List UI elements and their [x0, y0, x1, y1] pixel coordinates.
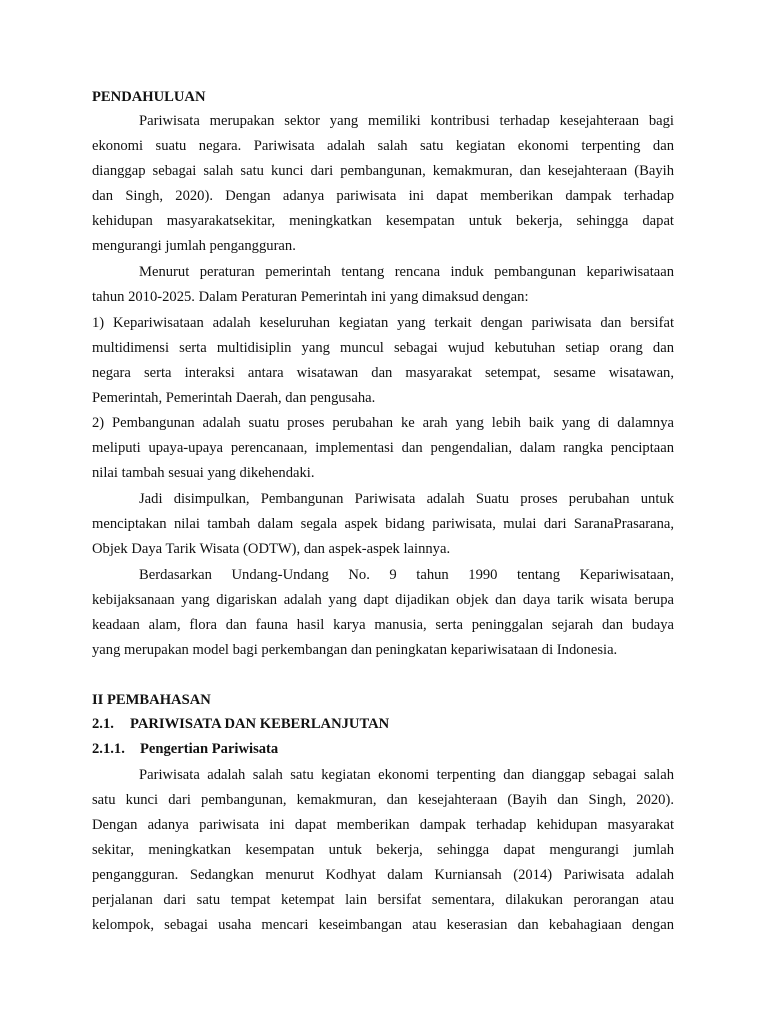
text-line: Dengan adanya pariwisata ini dapat memberikan dampak terhadap kehidupan masyarakat	[92, 817, 674, 833]
text-line: dan Singh, 2020). Dengan adanya pariwisata ini dapat memberikan dampak terhadap	[92, 188, 674, 204]
text-line: nilai tambah sesuai yang dikehendaki.	[92, 465, 315, 481]
heading-2-1-1	[92, 738, 674, 760]
text-line: Pariwisata merupakan sektor yang memiliki kontribusi terhadap kesejahteraan bagi	[139, 113, 674, 129]
text-line: menciptakan nilai tambah dalam segala aspek bidang pariwisata, mulai dari SaranaPrasarana,	[92, 516, 674, 532]
heading-pendahuluan: PENDAHULUAN	[92, 89, 206, 105]
text-line: kelompok, sebagai usaha mencari keseimbangan atau keserasian dan kebahagiaan dengan	[92, 917, 674, 933]
text-line: ekonomi suatu negara. Pariwisata adalah salah satu kegiatan ekonomi terpenting dan	[92, 138, 674, 154]
text-line: pengangguran. Sedangkan menurut Kodhyat dalam Kurniansah (2014) Pariwisata adalah	[92, 867, 674, 883]
text-line: multidimensi serta multidisiplin yang muncul sebagai wujud kebutuhan setiap orang dan	[92, 340, 674, 356]
section-number: 2.1.	[92, 716, 114, 732]
text-line: kehidupan masyarakatsekitar, meningkatkan kesempatan untuk bekerja, sehingga dapat	[92, 213, 674, 229]
heading-2-1	[92, 713, 674, 735]
text-line: Pariwisata adalah salah satu kegiatan ekonomi terpenting dan dianggap sebagai salah	[139, 767, 674, 783]
text-line: meliputi upaya-upaya perencanaan, implementasi dan pengendalian, dalam rangka penciptaan	[92, 440, 674, 456]
text-line: mengurangi jumlah pengangguran.	[92, 238, 296, 254]
section-title: PARIWISATA DAN KEBERLANJUTAN	[130, 716, 390, 732]
text-line: Berdasarkan Undang-Undang No. 9 tahun 1990 tentang Kepariwisataan,	[139, 567, 674, 583]
text-line: Objek Daya Tarik Wisata (ODTW), dan aspek-aspek lainnya.	[92, 541, 451, 557]
section-title: Pengertian Pariwisata	[140, 741, 279, 757]
text-line: sekitar, meningkatkan kesempatan untuk bekerja, sehingga dapat mengurangi jumlah	[92, 842, 674, 858]
text-line: satu kunci dari pembangunan, kemakmuran, dan kesejahteraan (Bayih dan Singh, 2020).	[92, 792, 674, 808]
text-line: yang merupakan model bagi perkembangan dan peningkatan kepariwisataan di Indonesia.	[92, 642, 618, 658]
heading-pembahasan: II PEMBAHASAN	[92, 692, 211, 708]
text-line: tahun 2010-2025. Dalam Peraturan Pemerintah ini yang dimaksud dengan:	[92, 289, 529, 305]
text-line: kebijaksanaan yang digariskan adalah yang dapt dijadikan objek dan daya tarik wisata berupa	[92, 592, 674, 608]
text-line: dianggap sebagai salah satu kunci dari pembangunan, kemakmuran, dan kesejahteraan (Bayih	[92, 163, 674, 179]
text-line: keadaan alam, flora dan fauna hasil karya manusia, serta peninggalan sejarah dan budaya	[92, 617, 674, 633]
text-line: perjalanan dari satu tempat ketempat lain bersifat sementara, dilakukan perorangan atau	[92, 892, 674, 908]
text-line: 1) Kepariwisataan adalah keseluruhan kegiatan yang terkait dengan pariwisata dan bersifat	[92, 315, 674, 331]
section-number: 2.1.1.	[92, 741, 125, 757]
text-line: Pemerintah, Pemerintah Daerah, dan pengusaha.	[92, 390, 376, 406]
text-line: Jadi disimpulkan, Pembangunan Pariwisata adalah Suatu proses perubahan untuk	[139, 491, 674, 507]
text-line: 2) Pembangunan adalah suatu proses perubahan ke arah yang lebih baik yang di dalamnya	[92, 415, 674, 431]
text-line: negara serta interaksi antara wisatawan dan masyarakat setempat, sesame wisatawan,	[92, 365, 674, 381]
text-line: Menurut peraturan pemerintah tentang rencana induk pembangunan kepariwisataan	[139, 264, 674, 280]
